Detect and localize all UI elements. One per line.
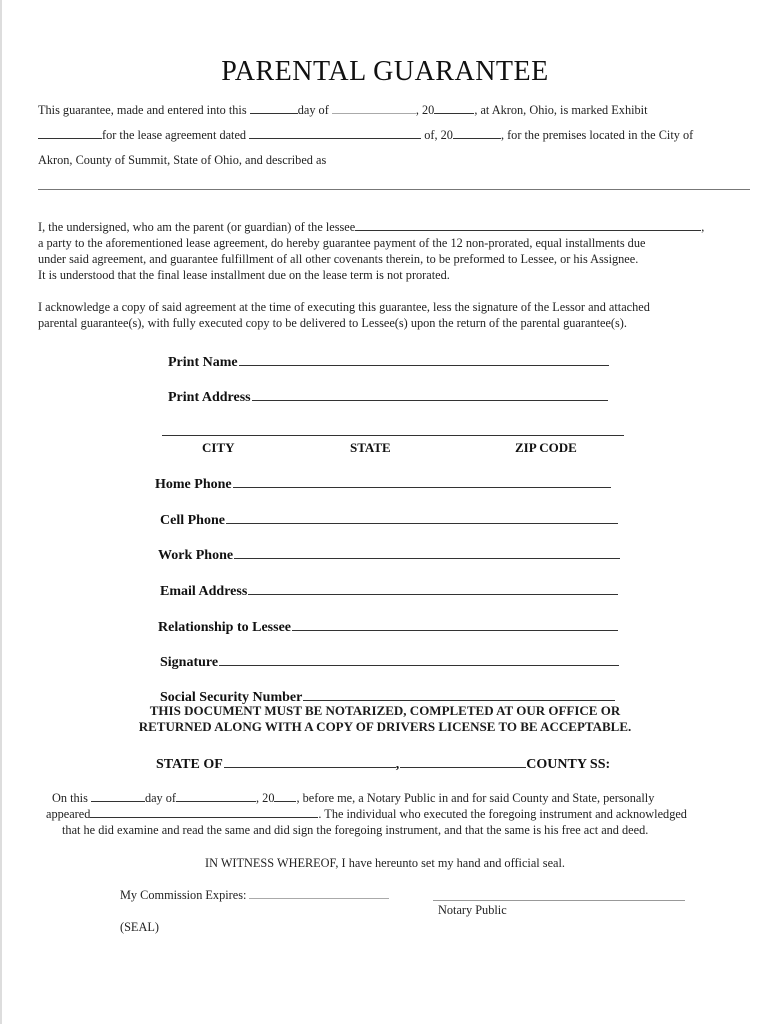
acknowledge-line-1: I acknowledge a copy of said agreement at the time of executing this guarantee, less the signature of the Lessor and attached: [38, 300, 650, 314]
intro-text: day of: [297, 103, 329, 117]
witness-line: IN WITNESS WHEREOF, I have hereunto set my hand and official seal.: [205, 856, 565, 870]
lease-year-blank[interactable]: [453, 127, 501, 139]
email-field: [160, 581, 618, 600]
intro-text: This guarantee, made and entered into this: [38, 103, 247, 117]
intro-line-3: Akron, County of Summit, State of Ohio, and described as: [38, 153, 327, 167]
undersigned-line-3: under said agreement, and guarantee fulfillment of all other covenants therein, to be preformed to Lessee, or his Assignee.: [38, 252, 639, 266]
intro-line-1: [38, 102, 648, 118]
relationship-input[interactable]: [292, 617, 618, 631]
undersigned-line-2: a party to the aforementioned lease agreement, do hereby guarantee payment of the 12 non-prorated, equal installments due: [38, 236, 646, 250]
print-address-field: [168, 387, 608, 406]
notary-signature-input[interactable]: [433, 900, 685, 901]
notary-text: day of: [144, 791, 177, 805]
notary-day-input[interactable]: [91, 790, 145, 802]
undersigned-text: I, the undersigned, who am the parent (or guardian) of the lessee: [38, 220, 356, 234]
notice-line-2: RETURNED ALONG WITH A COPY OF DRIVERS LICENSE TO BE ACCEPTABLE.: [138, 719, 632, 734]
notary-line-3: that he did examine and read the same and did sign the foregoing instrument, and that the same is his free act and deed.: [62, 823, 649, 837]
comma: ,: [395, 757, 400, 772]
notary-county-input[interactable]: [400, 754, 526, 768]
email-label: Email Address: [160, 584, 248, 599]
home-phone-field: [155, 474, 611, 493]
home-phone-label: Home Phone: [155, 477, 232, 492]
intro-line-2: [38, 127, 693, 143]
exhibit-blank[interactable]: [38, 127, 102, 139]
print-name-field: [168, 352, 609, 371]
notary-line-1: [52, 790, 654, 806]
notary-text: , 20: [256, 791, 275, 805]
intro-text: for the lease agreement dated: [102, 128, 247, 142]
appeared-input[interactable]: [90, 806, 318, 818]
work-phone-field: [158, 545, 620, 564]
month-blank[interactable]: [332, 102, 416, 114]
signature-input[interactable]: [219, 652, 619, 666]
commission-expires-input[interactable]: [249, 887, 389, 899]
work-phone-label: Work Phone: [158, 548, 234, 563]
notice-line-1: THIS DOCUMENT MUST BE NOTARIZED, COMPLETED AT OUR OFFICE OR: [149, 703, 621, 718]
notary-public-label: Notary Public: [438, 903, 507, 917]
state-of-line: [156, 754, 610, 773]
undersigned-line-4: It is understood that the final lease installment due on the lease term is not prorated.: [38, 268, 450, 282]
city-label: CITY: [202, 440, 235, 455]
print-address-label: Print Address: [168, 390, 251, 405]
intro-text: of, 20: [424, 128, 453, 142]
notary-line-2: [46, 806, 687, 822]
notary-text: . The individual who executed the foregoing instrument and acknowledged: [318, 807, 687, 821]
intro-text: , for the premises located in the City of: [500, 128, 694, 142]
intro-text: , at Akron, Ohio, is marked Exhibit: [474, 103, 648, 117]
print-address-input[interactable]: [252, 387, 608, 401]
lessee-blank[interactable]: [355, 219, 701, 231]
cell-phone-label: Cell Phone: [160, 513, 225, 528]
year-blank[interactable]: [434, 102, 474, 114]
lease-date-blank[interactable]: [249, 127, 421, 139]
signature-label: Signature: [160, 655, 219, 670]
relationship-label: Relationship to Lessee: [158, 620, 291, 635]
description-blank[interactable]: [38, 189, 750, 190]
work-phone-input[interactable]: [234, 545, 620, 559]
seal-label: (SEAL): [120, 920, 159, 934]
notary-text: , before me, a Notary Public in and for said County and State, personally: [296, 791, 655, 805]
relationship-field: [158, 617, 618, 636]
notary-year-input[interactable]: [274, 790, 296, 802]
city-state-zip-input[interactable]: [162, 435, 624, 436]
print-name-input[interactable]: [239, 352, 609, 366]
notary-month-input[interactable]: [176, 790, 256, 802]
signature-field: [160, 652, 619, 671]
ssn-input[interactable]: [303, 687, 615, 701]
commission-label: My Commission Expires:: [120, 888, 247, 902]
notary-state-input[interactable]: [224, 754, 396, 768]
intro-text: , 20: [415, 103, 435, 117]
acknowledge-line-2: parental guarantee(s), with fully executed copy to be delivered to Lessee(s) upon the return of the parental guarantee(s).: [38, 316, 627, 330]
undersigned-line-1: I, the undersigned, who am the parent (or guardian) of the lessee ,: [38, 220, 705, 234]
home-phone-input[interactable]: [233, 474, 611, 488]
state-label: STATE: [350, 440, 391, 455]
email-input[interactable]: [248, 581, 618, 595]
page-title: PARENTAL GUARANTEE: [221, 56, 549, 87]
print-name-label: Print Name: [168, 355, 238, 370]
day-blank[interactable]: [250, 102, 298, 114]
notary-text: On this: [52, 791, 88, 805]
cell-phone-input[interactable]: [226, 510, 618, 524]
zip-label: ZIP CODE: [515, 440, 577, 455]
notary-text: appeared: [46, 807, 91, 821]
commission-line: [120, 887, 389, 903]
state-of-label: STATE OF: [156, 757, 223, 772]
county-ss-label: COUNTY SS:: [526, 757, 611, 772]
cell-phone-field: [160, 510, 618, 529]
ssn-label: Social Security Number: [160, 690, 303, 705]
